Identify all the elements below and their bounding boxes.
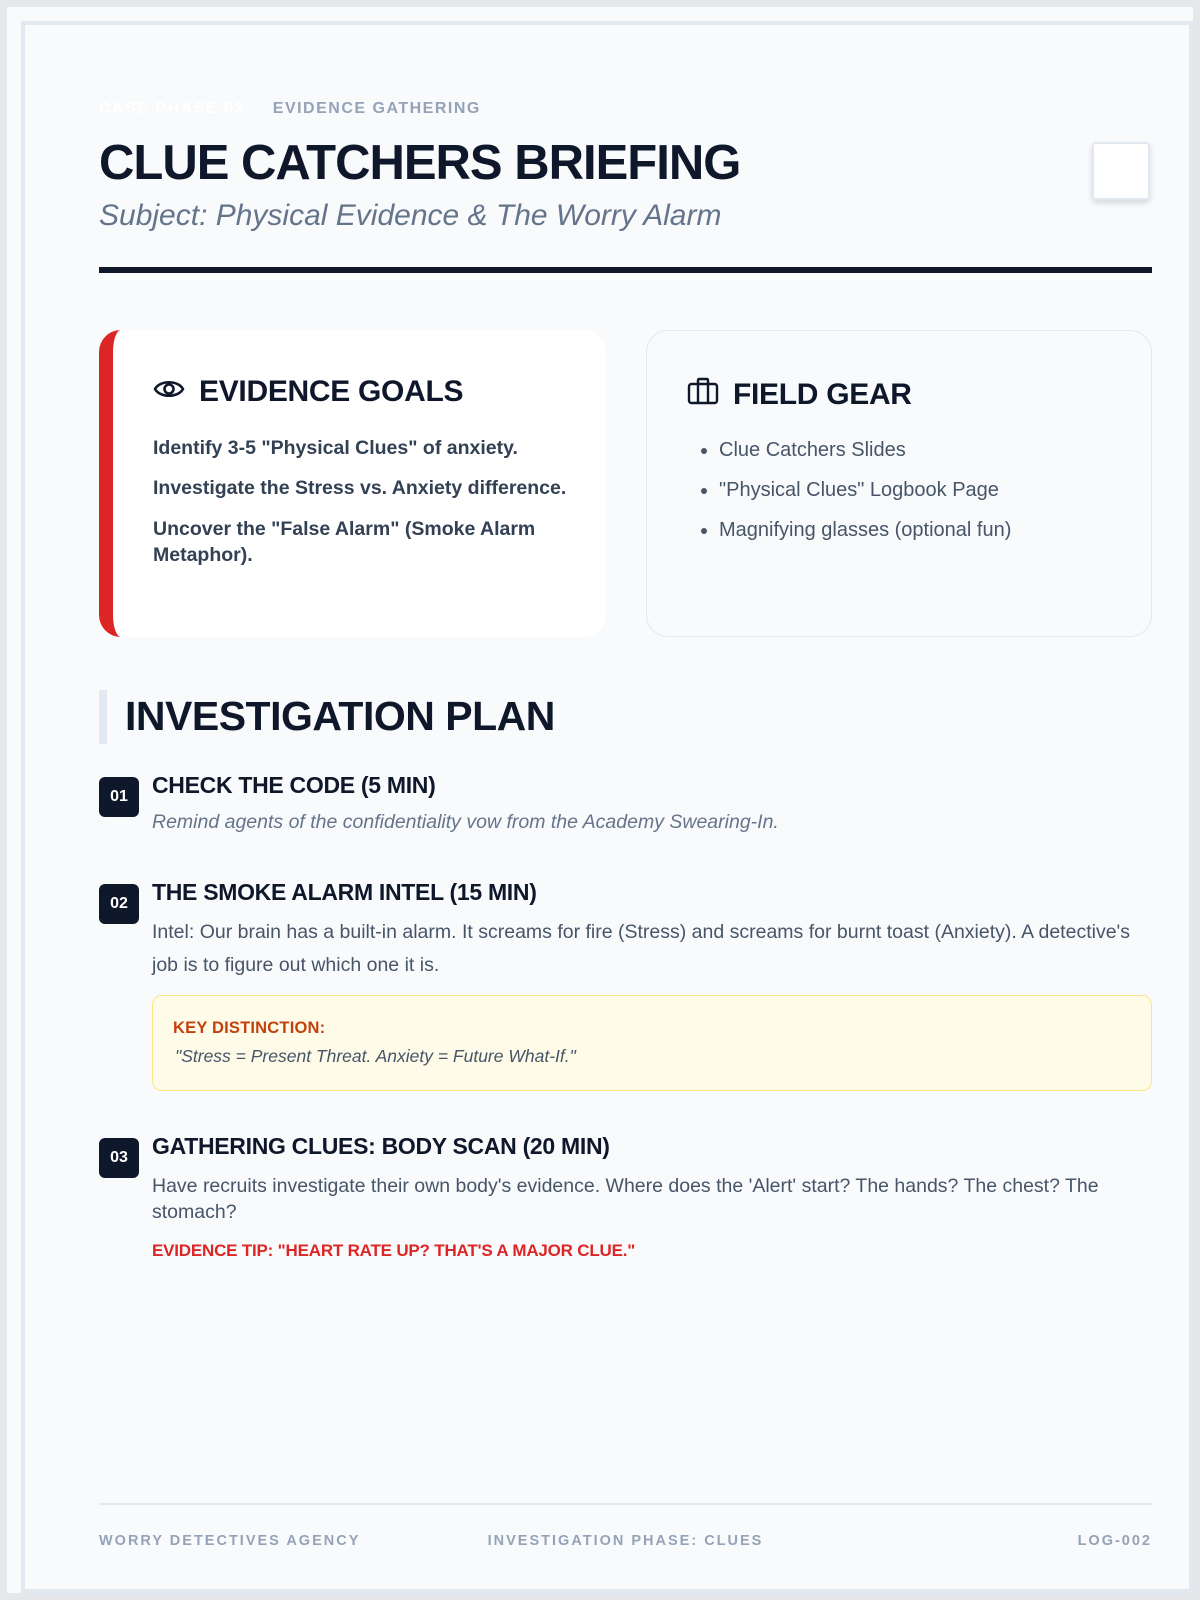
- header-divider: [99, 267, 1152, 273]
- step-description: Have recruits investigate their own body's evidence. Where does the 'Alert' start? The hands? The chest? The stomach?: [152, 1175, 1099, 1224]
- evidence-goals-header: [153, 375, 463, 409]
- field-gear-heading: FIELD GEAR: [733, 378, 912, 411]
- phase-name-label: EVIDENCE GATHERING: [272, 100, 481, 117]
- step-number-badge: 01: [99, 777, 139, 817]
- list-item: Uncover the "False Alarm" (Smoke Alarm Metaphor).: [153, 517, 536, 566]
- footer-log-id: LOG-002: [1077, 1533, 1152, 1549]
- briefcase-icon: [687, 377, 719, 413]
- list-item: • Clue Catchers Slides: [719, 437, 1119, 463]
- step-number-badge: 02: [99, 884, 139, 924]
- section-accent-bar: [99, 690, 107, 744]
- logo-placeholder: [1092, 142, 1150, 200]
- eye-icon: [153, 375, 185, 409]
- footer-phase: INVESTIGATION PHASE: CLUES: [487, 1533, 764, 1549]
- page-title: CLUE CATCHERS BRIEFING: [99, 136, 741, 190]
- step-description: Intel: Our brain has a built-in alarm. It screams for fire (Stress) and screams for burnt toast (Anxiety). A detective's job is to figure out which one it is.: [152, 921, 1131, 977]
- briefing-page: [21, 21, 1193, 1593]
- list-item: • Magnifying glasses (optional fun): [719, 517, 1119, 543]
- key-distinction-callout: [152, 995, 1152, 1091]
- key-distinction-quote: "Stress = Present Threat. Anxiety = Future What-If.": [175, 1046, 576, 1066]
- step-title: GATHERING CLUES: BODY SCAN (20 MIN): [152, 1133, 610, 1159]
- evidence-goals-card: [99, 330, 606, 637]
- step-title: THE SMOKE ALARM INTEL (15 MIN): [152, 879, 537, 905]
- evidence-tip: EVIDENCE TIP: "HEART RATE UP? THAT'S A MAJOR CLUE.": [152, 1241, 636, 1260]
- list-item: Investigate the Stress vs. Anxiety difference.: [153, 477, 567, 500]
- investigation-plan-heading: INVESTIGATION PLAN: [125, 693, 555, 739]
- field-gear-list: [719, 437, 1119, 557]
- evidence-goals-heading: EVIDENCE GOALS: [199, 375, 464, 408]
- header-kicker: [99, 100, 481, 118]
- step-title: CHECK THE CODE (5 MIN): [152, 772, 436, 798]
- footer-divider: [99, 1503, 1152, 1505]
- step-description: Remind agents of the confidentiality vow from the Academy Swearing-In.: [152, 811, 779, 833]
- key-distinction-label: KEY DISTINCTION:: [173, 1019, 326, 1037]
- field-gear-header: [687, 377, 912, 413]
- list-item: Identify 3-5 "Physical Clues" of anxiety.: [153, 437, 518, 459]
- case-phase-label: CASE PHASE 02: [99, 100, 245, 117]
- field-gear-card: [646, 330, 1152, 637]
- footer-agency: WORRY DETECTIVES AGENCY: [99, 1533, 361, 1549]
- list-item: • "Physical Clues" Logbook Page: [719, 477, 1119, 503]
- step-number-badge: 03: [99, 1138, 139, 1178]
- page-frame: [6, 6, 1194, 1594]
- evidence-goals-list: [153, 435, 573, 582]
- page-subtitle: Subject: Physical Evidence & The Worry Alarm: [99, 199, 722, 232]
